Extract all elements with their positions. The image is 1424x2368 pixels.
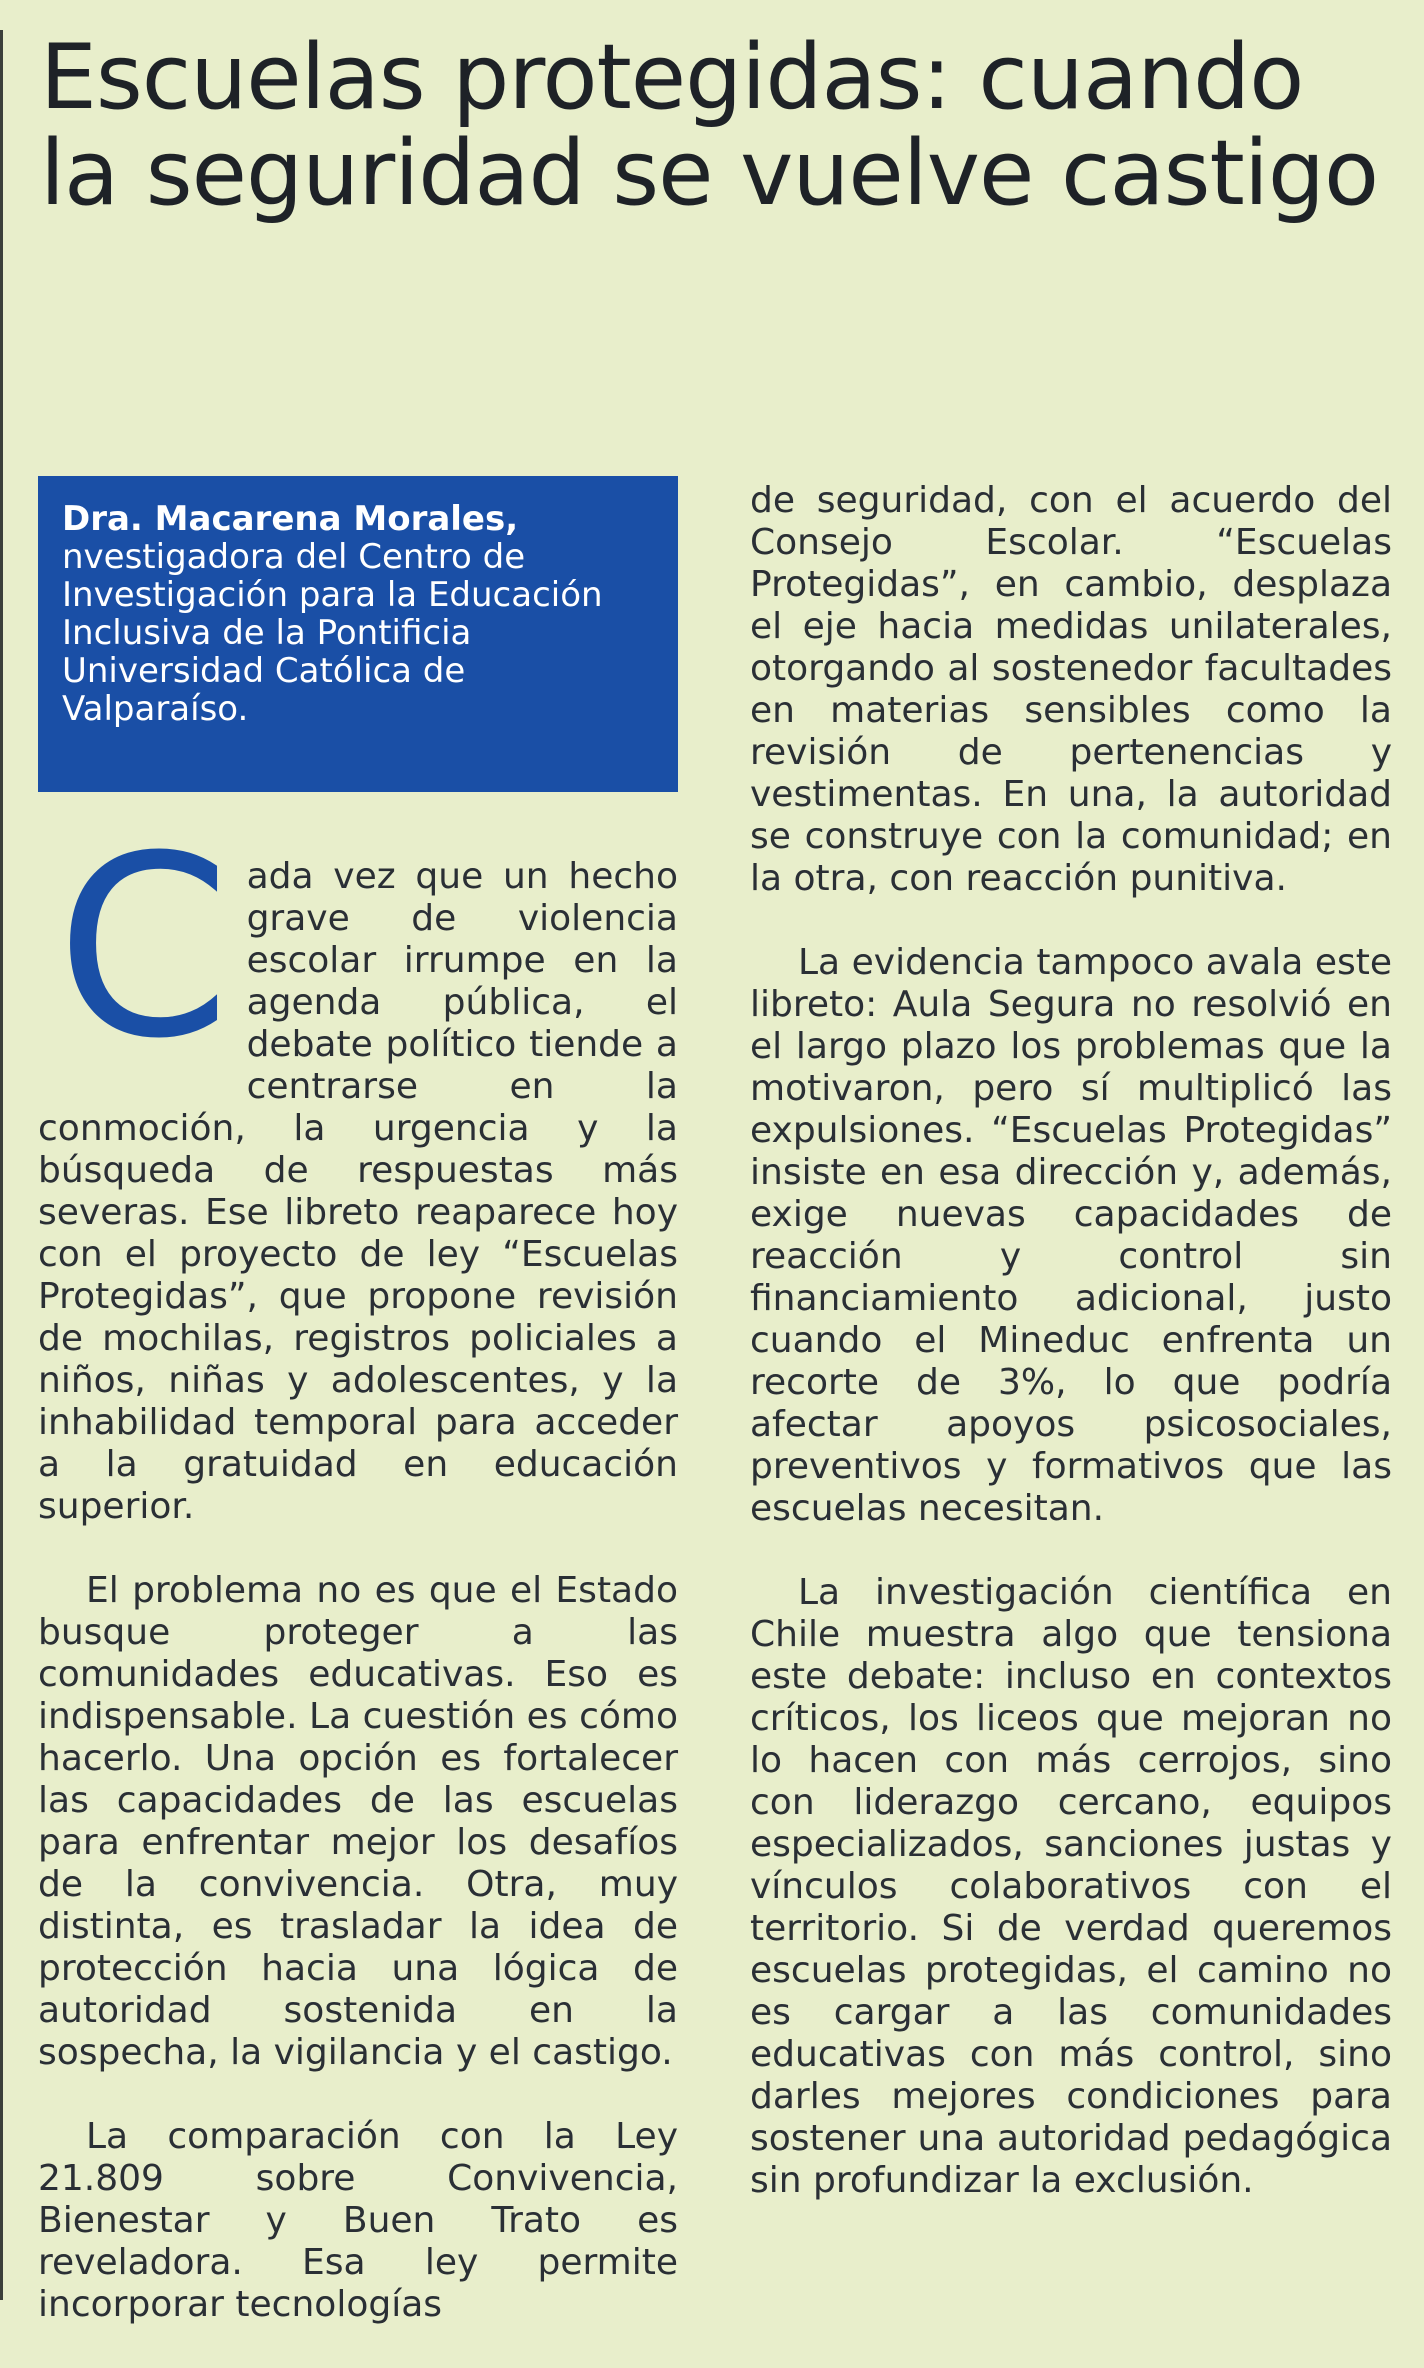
article-paragraph: de seguridad, con el acuerdo del Consejo Escolar. “Escuelas Protegidas”, en cambio, desplaza el eje hacia medidas unilaterales, otorgando al sostenedor facultades en materias sensibles como la revisión de pertenencias y vestimentas. En una, la autoridad se construye con la comunidad; en la otra, con reacción punitiva. xyxy=(750,480,1392,899)
article-headline: Escuelas protegidas: cuando la seguridad se vuelve castigo xyxy=(40,25,1379,226)
article-paragraph: La investigación científica en Chile muestra algo que tensiona este debate: incluso en contextos críticos, los liceos que mejoran no lo hacen con más cerrojos, sino con liderazgo cercano, equipos especializados, sanciones justas y vínculos colaborativos con el territorio. Si de verdad queremos escuelas protegidas, el camino no es cargar a las comunidades educativas con más control, sino darles mejores condiciones para sostener una autoridad pedagógica sin profundizar la exclusión. xyxy=(750,1572,1392,2201)
author-affiliation: nvestigadora del Centro de Investigación para la Educación Inclusiva de la Pontificia Universidad Católica de Valparaíso. xyxy=(62,537,603,729)
article-column-left xyxy=(38,802,678,2368)
article-paragraph: La comparación con la Ley 21.809 sobre Convivencia, Bienestar y Buen Trato es reveladora. Esa ley permite incorporar tecnologías xyxy=(38,2116,678,2325)
article-paragraph: La evidencia tampoco avala este libreto: Aula Segura no resolvió en el largo plazo los problemas que la motivaron, pero sí multiplicó las expulsiones. “Escuelas Protegidas” insiste en esa dirección y, además, exige nuevas capacidades de reacción y control sin financiamiento adicional, justo cuando el Mineduc enfrenta un recorte de 3%, lo que podría afectar apoyos psicosociales, preventivos y formativos que las escuelas necesitan. xyxy=(750,942,1392,1529)
article-paragraph xyxy=(38,802,678,1528)
author-name: Dra. Macarena Morales, xyxy=(62,499,519,539)
left-border-rule xyxy=(0,30,3,2300)
author-box xyxy=(38,476,678,792)
drop-cap: C xyxy=(56,802,231,1093)
paragraph-text: ada vez que un hecho grave de violencia escolar irrumpe en la agenda pública, el debate político tiende a centrarse en la conmoción, la urgencia y la búsqueda de respuestas más severas. Ese libreto reaparece hoy con el proyecto de ley “Escuelas Protegidas”, que propone revisión de mochilas, registros policiales a niños, niñas y adolescentes, y la inhabilidad temporal para acceder a la gratuidad en educación superior. xyxy=(38,856,678,1527)
article-paragraph: El problema no es que el Estado busque proteger a las comunidades educativas. Eso es indispensable. La cuestión es cómo hacerlo. Una opción es fortalecer las capacidades de las escuelas para enfrentar mejor los desafíos de la convivencia. Otra, muy distinta, es trasladar la idea de protección hacia una lógica de autoridad sostenida en la sospecha, la vigilancia y el castigo. xyxy=(38,1570,678,2073)
article-column-right xyxy=(750,480,1392,2244)
